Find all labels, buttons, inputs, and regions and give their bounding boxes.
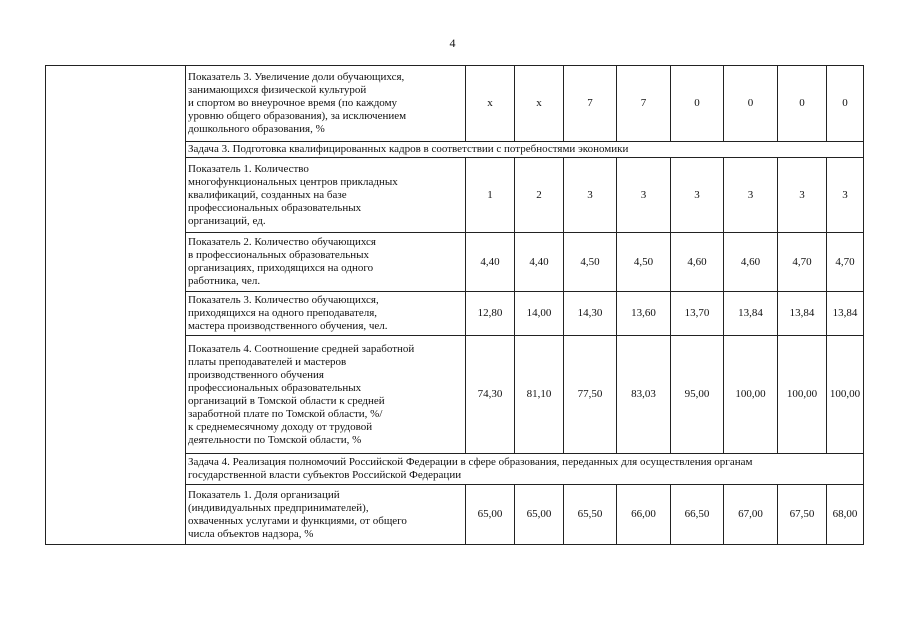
value-cell: 0 — [724, 66, 778, 142]
value-cell: 4,60 — [724, 233, 778, 292]
value-cell: 7 — [617, 66, 671, 142]
value-cell: 4,70 — [778, 233, 827, 292]
indicators-table — [45, 65, 864, 545]
value-cell: 3 — [827, 158, 864, 233]
text-line: Задача 4. Реализация полномочий Российской Федерации в сфере образования, переданных для осуществления органам — [188, 456, 753, 468]
blank-left-column — [46, 66, 186, 545]
text-line: платы преподавателей и мастеров — [188, 355, 347, 368]
value-cell: 14,00 — [515, 292, 564, 336]
text-line: дошкольного образования, % — [188, 123, 325, 135]
value-cell: 95,00 — [671, 336, 724, 454]
text-line: в профессиональных образовательных — [188, 249, 370, 261]
value-cell: 100,00 — [778, 336, 827, 454]
value-cell: 3 — [564, 158, 617, 233]
value-cell: x — [466, 66, 515, 142]
indicator-row — [46, 66, 864, 142]
value-cell: 13,60 — [617, 292, 671, 336]
value-cell: 13,84 — [827, 292, 864, 336]
value-cell: 1 — [466, 158, 515, 233]
value-cell: 3 — [671, 158, 724, 233]
value-cell: 67,50 — [778, 485, 827, 545]
value-cell: 7 — [564, 66, 617, 142]
value-cell: 2 — [515, 158, 564, 233]
value-cell: 74,30 — [466, 336, 515, 454]
value-cell: 65,00 — [515, 485, 564, 545]
value-cell: 4,50 — [564, 233, 617, 292]
indicator-name — [186, 336, 466, 454]
value-cell: 4,40 — [466, 233, 515, 292]
indicator-name — [186, 233, 466, 292]
text-line: организациях, приходящихся на одного — [188, 262, 374, 274]
text-line: Показатель 3. Увеличение доли обучающихся, — [188, 71, 405, 83]
text-line: уровню общего образования), за исключением — [188, 110, 407, 122]
value-cell: 100,00 — [724, 336, 778, 454]
value-cell: 13,70 — [671, 292, 724, 336]
value-cell: 13,84 — [724, 292, 778, 336]
text-line: числа объектов надзора, % — [188, 527, 314, 540]
value-cell: 68,00 — [827, 485, 864, 545]
text-line: к среднемесячному доходу от трудовой — [188, 420, 373, 433]
text-line: многофункциональных центров прикладных — [188, 175, 398, 188]
text-line: организаций, ед. — [188, 214, 266, 227]
text-line: занимающихся физической культурой — [188, 84, 367, 96]
value-cell: 0 — [778, 66, 827, 142]
value-cell: 4,60 — [671, 233, 724, 292]
value-cell: 67,00 — [724, 485, 778, 545]
text-line: Задача 3. Подготовка квалифицированных кадров в соответствии с потребностями экономики — [188, 143, 629, 155]
value-cell: 83,03 — [617, 336, 671, 454]
indicator-name — [186, 292, 466, 336]
text-line: приходящихся на одного преподавателя, — [188, 307, 378, 319]
text-line: Показатель 1. Доля организаций — [188, 488, 340, 501]
value-cell: 0 — [671, 66, 724, 142]
text-line: мастера производственного обучения, чел. — [188, 320, 388, 332]
text-line: Показатель 1. Количество — [188, 162, 309, 175]
text-line: охваченных услугами и функциями, от общего — [188, 514, 407, 527]
text-line: государственной власти субъектов Российской Федерации — [188, 469, 462, 481]
indicator-name — [186, 66, 466, 142]
value-cell: x — [515, 66, 564, 142]
value-cell: 77,50 — [564, 336, 617, 454]
value-cell: 3 — [617, 158, 671, 233]
text-line: квалификаций, созданных на базе — [188, 188, 347, 201]
text-line: организаций в Томской области к средней — [188, 394, 385, 407]
value-cell: 66,50 — [671, 485, 724, 545]
value-cell: 81,10 — [515, 336, 564, 454]
text-line: Показатель 3. Количество обучающихся, — [188, 294, 379, 306]
value-cell: 4,50 — [617, 233, 671, 292]
text-line: деятельности по Томской области, % — [188, 433, 362, 446]
text-line: Показатель 2. Количество обучающихся — [188, 236, 376, 248]
task-title — [186, 454, 864, 485]
value-cell: 13,84 — [778, 292, 827, 336]
text-line: профессиональных образовательных — [188, 201, 362, 214]
value-cell: 12,80 — [466, 292, 515, 336]
text-line: производственного обучения — [188, 368, 324, 381]
value-cell: 4,70 — [827, 233, 864, 292]
text-line: Показатель 4. Соотношение средней заработной — [188, 342, 415, 355]
text-line: (индивидуальных предпринимателей), — [188, 501, 369, 514]
text-line: и спортом во внеурочное время (по каждому — [188, 97, 398, 109]
value-cell: 0 — [827, 66, 864, 142]
indicator-name — [186, 485, 466, 545]
value-cell: 3 — [724, 158, 778, 233]
value-cell: 3 — [778, 158, 827, 233]
value-cell: 65,00 — [466, 485, 515, 545]
value-cell: 14,30 — [564, 292, 617, 336]
task-title — [186, 142, 864, 158]
page-number: 4 — [449, 36, 456, 50]
value-cell: 100,00 — [827, 336, 864, 454]
value-cell: 4,40 — [515, 233, 564, 292]
text-line: профессиональных образовательных — [188, 381, 362, 394]
value-cell: 65,50 — [564, 485, 617, 545]
value-cell: 66,00 — [617, 485, 671, 545]
text-line: работника, чел. — [188, 275, 261, 287]
text-line: заработной плате по Томской области, %/ — [188, 407, 383, 420]
indicator-name — [186, 158, 466, 233]
